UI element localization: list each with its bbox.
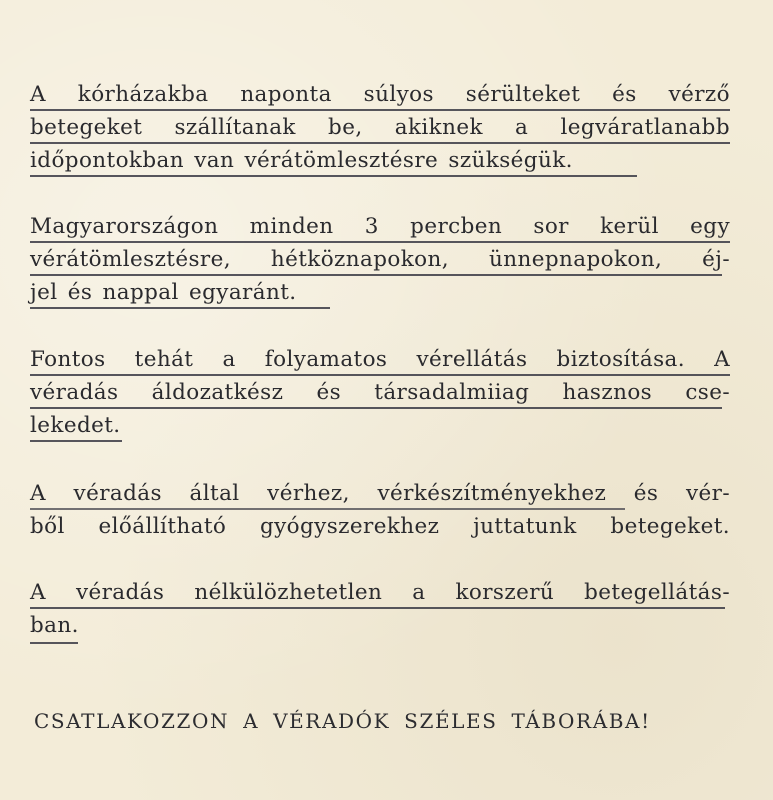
underline (30, 142, 730, 144)
text-line: A véradás nélkülözhetetlen a korszerű betegellátás- (30, 580, 730, 605)
call-to-action-heading: CSATLAKOZZON A VÉRADÓK SZÉLES TÁBORÁBA! (34, 709, 651, 733)
text-line: ből előállítható gyógyszerekhez juttatunk betegeket. (30, 514, 730, 539)
paragraph-hospitals (30, 78, 730, 177)
paragraph-modern-care (30, 576, 730, 642)
text-line: betegeket szállítanak be, akiknek a legváratlanabb (30, 115, 730, 140)
text-line: ban. (30, 613, 79, 638)
underline (30, 307, 330, 309)
text-line: lekedet. (30, 413, 121, 438)
text-line: Magyarországon minden 3 percben sor kerül egy (30, 214, 730, 239)
text-line: jel és nappal egyaránt. (30, 280, 297, 305)
text-line: Fontos tehát a folyamatos vérellátás biztosítása. A (30, 347, 730, 372)
text-line: A véradás által vérhez, vérkészítményekhez és vér- (30, 481, 730, 506)
underline (30, 642, 78, 644)
text-line: vérátömlesztésre, hétköznapokon, ünnepnapokon, éj- (30, 247, 730, 272)
underline (30, 407, 722, 409)
underline (30, 374, 730, 376)
paragraph-frequency (30, 210, 730, 309)
paragraph-importance (30, 343, 730, 442)
underline (30, 607, 725, 609)
underline (30, 241, 730, 243)
text-line: időpontokban van vérátömlesztésre szükségük. (30, 148, 573, 173)
underline (30, 274, 722, 276)
underline (30, 109, 730, 111)
underline (30, 508, 625, 510)
text-line: véradás áldozatkész és társadalmiiag hasznos cse- (30, 380, 730, 405)
text-line: A kórházakba naponta súlyos sérülteket és vérző (30, 82, 730, 107)
paragraph-products (30, 477, 730, 543)
underline (30, 175, 637, 177)
underline (30, 440, 122, 442)
